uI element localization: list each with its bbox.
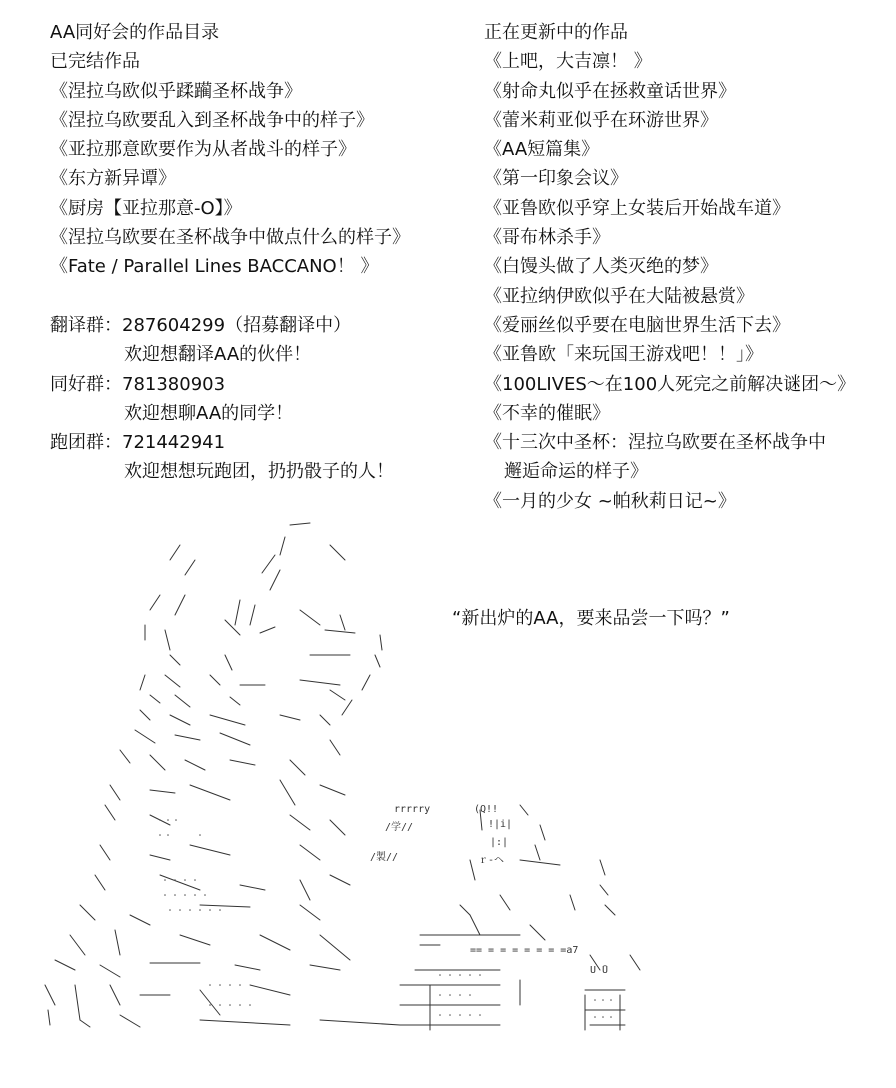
completed-work-item: 《涅拉乌欧要在圣杯战争中做点什么的样子》 bbox=[50, 227, 410, 249]
completed-work-item: 《东方新异谭》 bbox=[50, 168, 176, 190]
updating-work-item: 《爱丽丝似乎要在电脑世界生活下去》 bbox=[484, 314, 790, 336]
right-column bbox=[484, 18, 855, 516]
ascii-fragment: |:| bbox=[490, 837, 509, 848]
trpg-group-label: 跑团群：721442941 bbox=[50, 432, 226, 454]
translation-group-label: 翻译群：287604299（招募翻译中） bbox=[50, 314, 352, 336]
ascii-fragment: rrrrry bbox=[394, 804, 431, 815]
fan-group-label: 同好群：781380903 bbox=[50, 373, 226, 395]
ascii-fragment: !|i| bbox=[488, 819, 513, 830]
ascii-fragment: (Q!! bbox=[474, 804, 499, 815]
ascii-fragment: /学// bbox=[385, 822, 414, 833]
completed-work-item: 《厨房【亚拉那意-O】》 bbox=[50, 197, 242, 219]
updating-work-item: 《亚拉纳伊欧似乎在大陆被悬赏》 bbox=[484, 285, 754, 307]
updating-work-item: 《亚鲁欧「来玩国王游戏吧！！」》 bbox=[484, 344, 763, 366]
ascii-art-illustration bbox=[0, 515, 896, 1035]
updating-work-item: 《一月的少女 ~帕秋莉日记~》 bbox=[484, 490, 736, 512]
updating-work-item: 《上吧，大吉凛！ 》 bbox=[484, 51, 652, 73]
completed-work-item: 《涅拉乌欧要乱入到圣杯战争中的样子》 bbox=[50, 109, 374, 131]
completed-work-item: 《Fate / Parallel Lines BACCANO！ 》 bbox=[50, 256, 379, 278]
updating-work-item: 《射命丸似乎在拯救童话世界》 bbox=[484, 80, 736, 102]
ascii-fragment: == = = = = = = =a7 bbox=[470, 945, 579, 956]
updating-work-item: 《蕾米莉亚似乎在环游世界》 bbox=[484, 109, 718, 131]
left-column bbox=[50, 18, 410, 487]
updating-work-item: 《不幸的催眠》 bbox=[484, 402, 610, 424]
completed-work-item: 《涅拉乌欧似乎蹂躏圣杯战争》 bbox=[50, 80, 302, 102]
updating-work-item: 《第一印象会议》 bbox=[484, 168, 628, 190]
speech-text: “新出炉的AA，要来品尝一下吗？” bbox=[452, 608, 730, 629]
translation-group-note: 欢迎想翻译AA的伙伴！ bbox=[124, 344, 312, 366]
updating-work-item-continuation: 邂逅命运的样子》 bbox=[504, 461, 648, 483]
fan-group-note: 欢迎想聊AA的同学！ bbox=[124, 402, 294, 424]
updating-work-item: 《十三次中圣杯：涅拉乌欧要在圣杯战争中 bbox=[484, 432, 826, 454]
trpg-group-note: 欢迎想想玩跑团，扔扔骰子的人！ bbox=[124, 461, 394, 483]
spacer bbox=[50, 282, 410, 311]
updating-work-item: 《亚鲁欧似乎穿上女装后开始战车道》 bbox=[484, 197, 790, 219]
ascii-fragment: ｒ‐ヘ bbox=[478, 855, 505, 866]
completed-work-item: 《亚拉那意欧要作为从者战斗的样子》 bbox=[50, 139, 356, 161]
updating-header: 正在更新中的作品 bbox=[484, 22, 628, 43]
ascii-fragment: U ̄U bbox=[590, 965, 609, 976]
updating-work-item: 《哥布林杀手》 bbox=[484, 227, 610, 249]
completed-header: 已完结作品 bbox=[50, 51, 140, 73]
updating-work-item: 《AA短篇集》 bbox=[484, 139, 600, 161]
catalog-title: AA同好会的作品目录 bbox=[50, 22, 220, 43]
updating-work-item: 《白馒头做了人类灭绝的梦》 bbox=[484, 256, 718, 278]
ascii-fragment: /製// bbox=[370, 852, 399, 863]
ascii-art-drawing bbox=[0, 515, 896, 1035]
updating-work-item: 《100LIVES～在100人死完之前解决谜团～》 bbox=[484, 373, 856, 395]
